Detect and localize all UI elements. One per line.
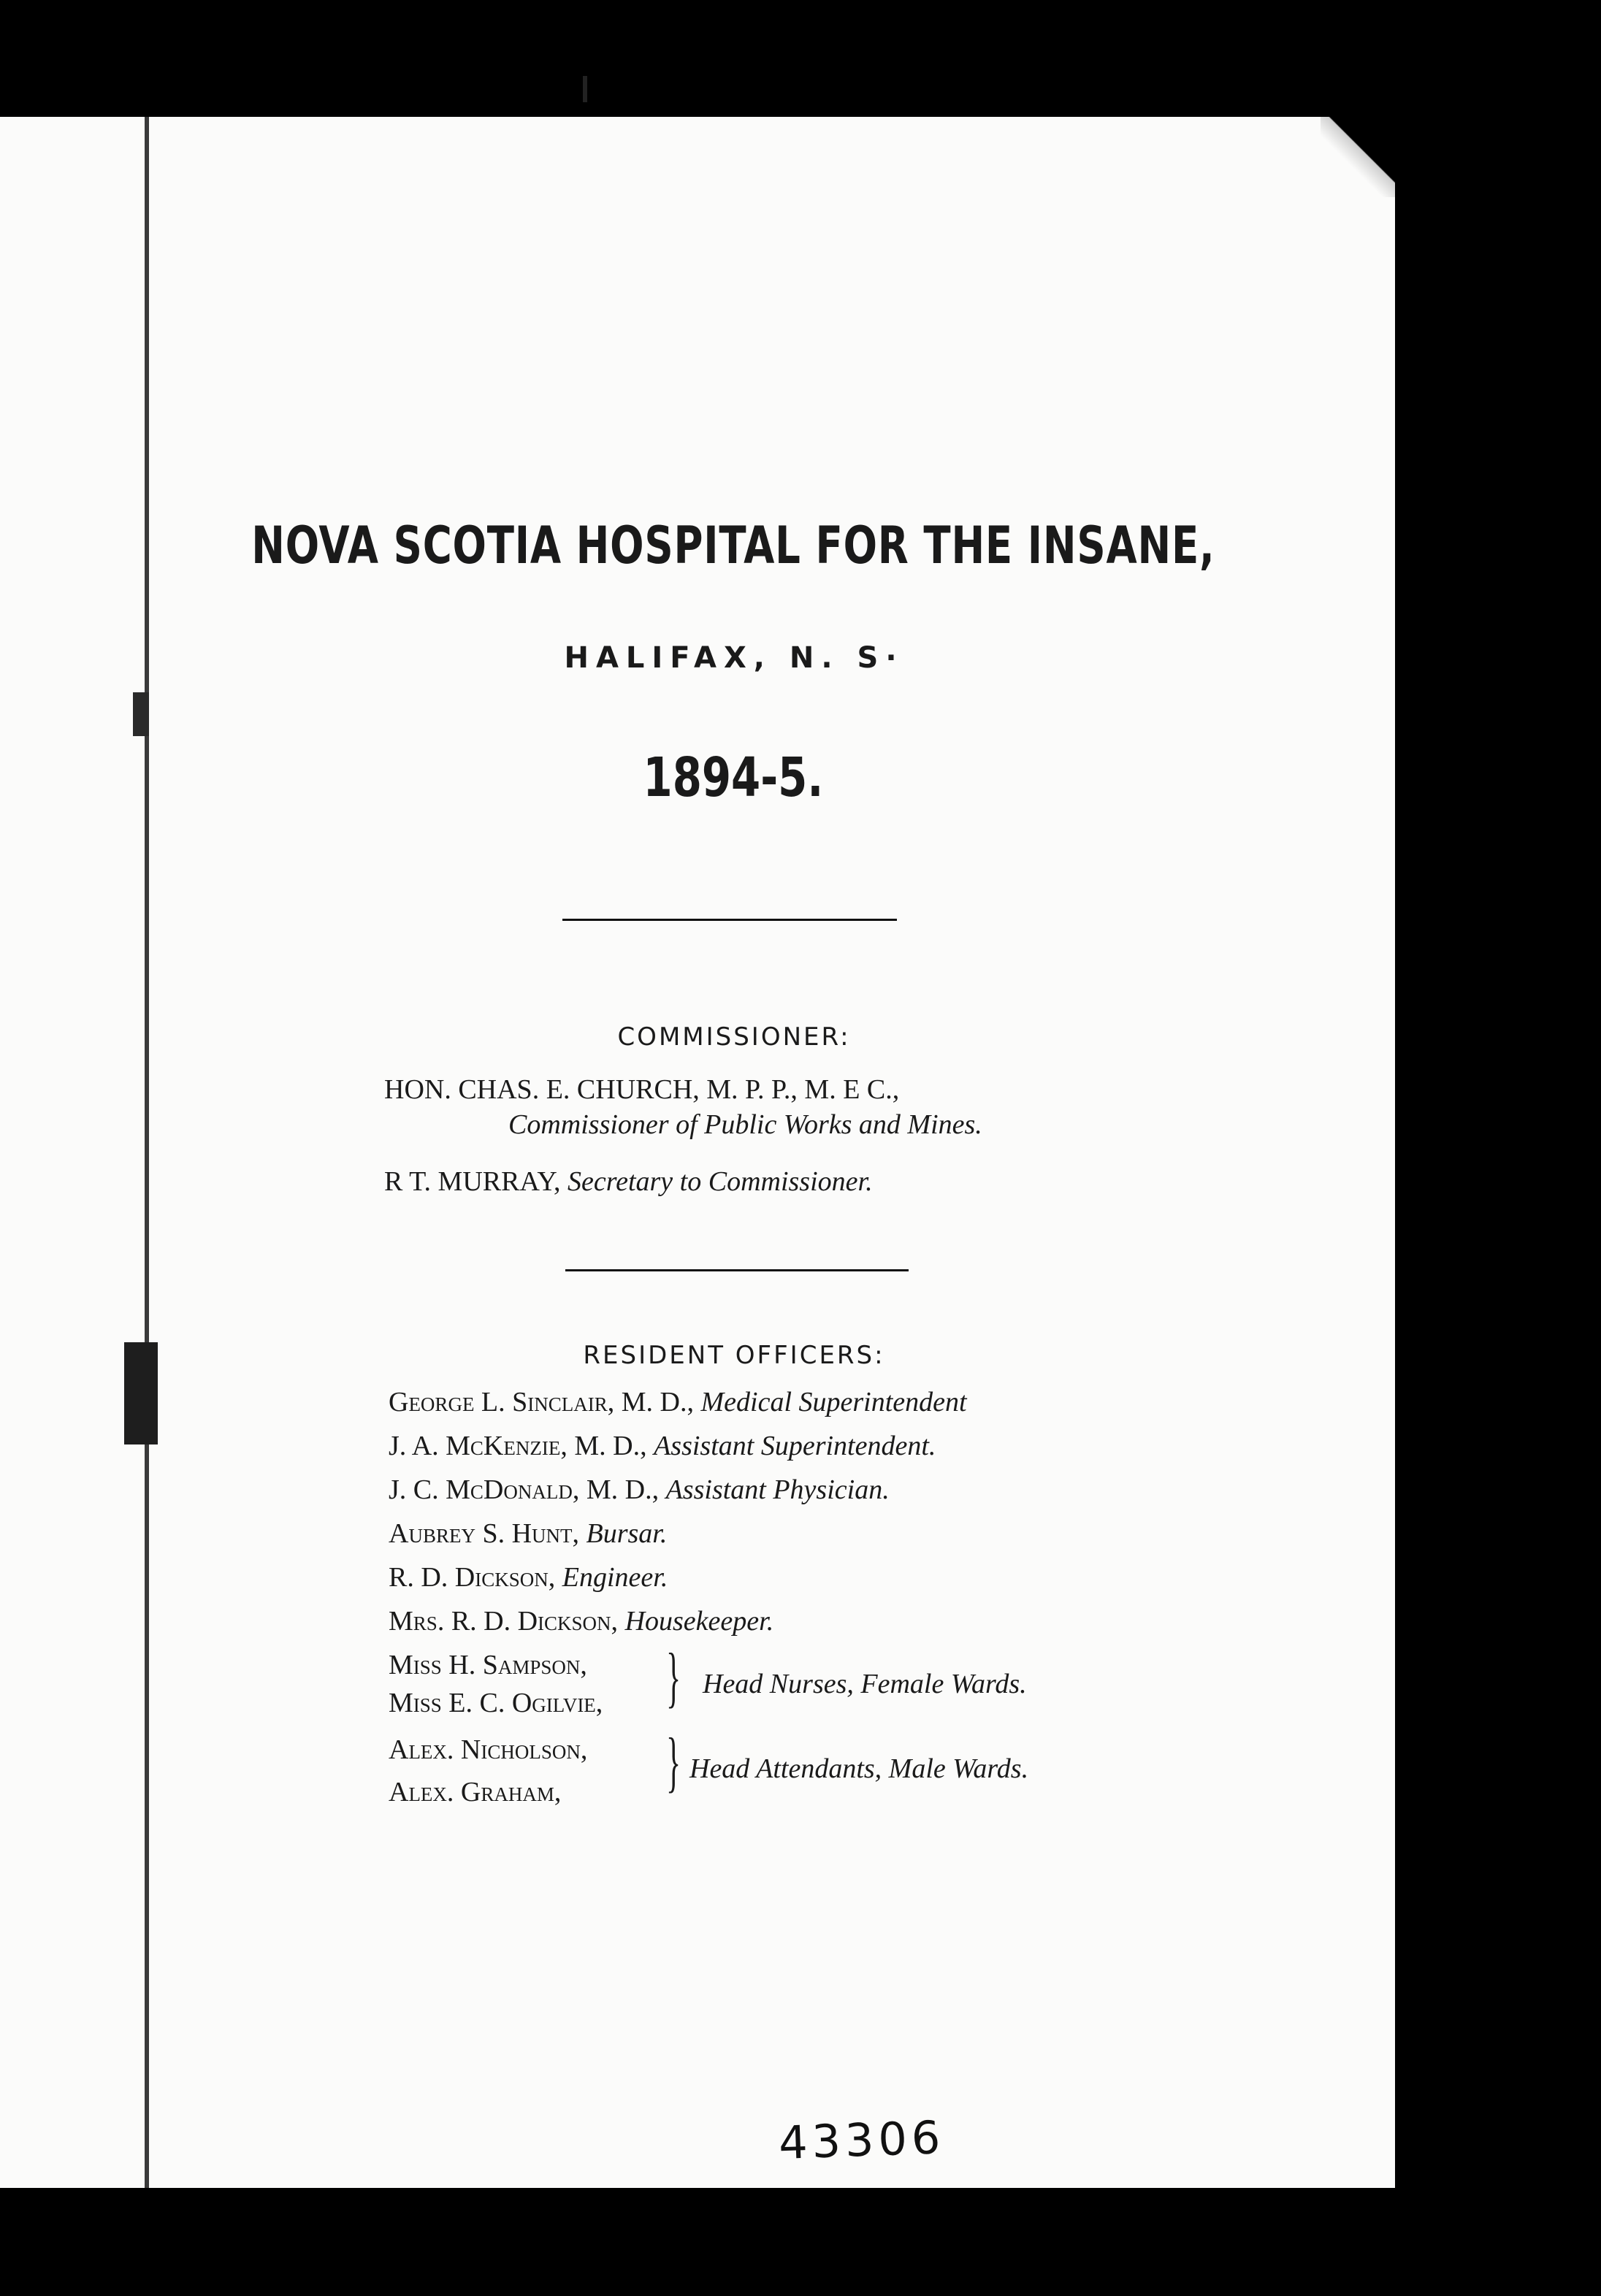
- commissioner-title: Commissioner of Public Works and Mines.: [508, 1109, 982, 1140]
- document-year: 1894-5.: [643, 746, 824, 809]
- commissioner-name: HON. CHAS. E. CHURCH, M. P. P., M. E C.,: [384, 1074, 900, 1105]
- secretary-line: [384, 1166, 873, 1198]
- group-label-female: Head Nurses, Female Wards.: [703, 1669, 1027, 1699]
- brace-icon: }: [666, 1639, 681, 1714]
- officer-row: [389, 1474, 890, 1506]
- officer-row: [389, 1776, 561, 1808]
- officer-row: [389, 1518, 667, 1550]
- officer-name: Miss H. Sampson,: [389, 1650, 587, 1680]
- officer-row: [389, 1687, 603, 1719]
- binding-edge: [145, 117, 149, 2188]
- officer-role: Assistant Physician.: [665, 1474, 890, 1505]
- officer-row: [389, 1605, 773, 1637]
- handwritten-number: 43306: [777, 2111, 946, 2170]
- officer-name: J. A. McKenzie, M. D.,: [389, 1431, 647, 1461]
- officer-name: Mrs. R. D. Dickson,: [389, 1606, 619, 1637]
- group-label-male: Head Attendants, Male Wards.: [689, 1753, 1029, 1784]
- divider-rule: [562, 919, 897, 921]
- officer-role: Housekeeper.: [624, 1606, 774, 1637]
- officer-name: George L. Sinclair, M. D.,: [389, 1387, 694, 1417]
- document-city: HALIFAX, N. S·: [564, 641, 904, 675]
- officers-heading: RESIDENT OFFICERS:: [583, 1341, 885, 1370]
- document-page: [0, 117, 1395, 2188]
- document-title: NOVA SCOTIA HOSPITAL FOR THE INSANE,: [251, 516, 1215, 575]
- officer-row: [389, 1734, 587, 1766]
- officer-role: Medical Superintendent: [700, 1387, 967, 1417]
- divider-rule: [565, 1269, 909, 1271]
- officer-name: Aubrey S. Hunt,: [389, 1518, 580, 1549]
- officer-role: Bursar.: [586, 1518, 668, 1549]
- binding-mark: [133, 692, 149, 736]
- brace-icon: }: [666, 1724, 681, 1799]
- officer-role: Assistant Superintendent.: [654, 1431, 936, 1461]
- officer-name: R. D. Dickson,: [389, 1562, 556, 1593]
- officer-name: J. C. McDonald, M. D.,: [389, 1474, 660, 1505]
- stray-mark: [583, 76, 587, 102]
- officer-name: Alex. Graham,: [389, 1777, 562, 1807]
- officer-name: Miss E. C. Ogilvie,: [389, 1688, 603, 1718]
- corner-fold: [1321, 117, 1395, 197]
- secretary-title: Secretary to Commissioner.: [567, 1166, 873, 1197]
- officer-role: Engineer.: [562, 1562, 668, 1593]
- officer-row: [389, 1386, 967, 1418]
- officer-row: [389, 1430, 936, 1462]
- officer-name: Alex. Nicholson,: [389, 1734, 588, 1765]
- commissioner-heading: COMMISSIONER:: [617, 1022, 851, 1052]
- officer-row: [389, 1561, 668, 1593]
- officer-row: [389, 1649, 587, 1681]
- secretary-name: R T. MURRAY,: [384, 1166, 561, 1197]
